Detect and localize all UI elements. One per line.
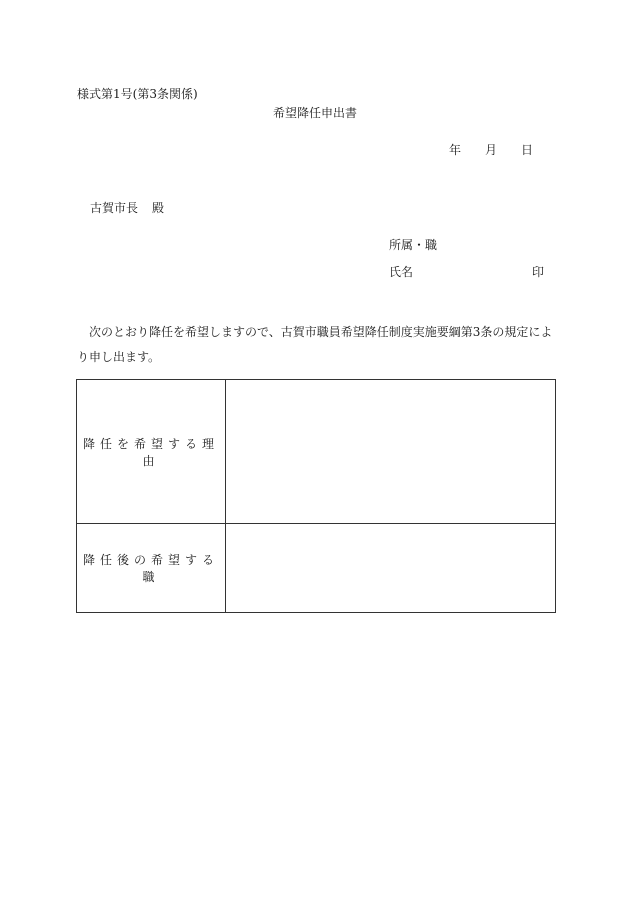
request-form-table xyxy=(76,379,556,613)
date-year-label: 年 xyxy=(449,143,462,157)
affiliation-label: 所属・職 xyxy=(389,238,438,252)
reason-field[interactable] xyxy=(226,380,556,524)
document-title: 希望降任申出書 xyxy=(272,106,357,120)
request-statement: 次のとおり降任を希望しますので、古賀市職員希望降任制度実施要綱第3条の規定により申し出ます。 xyxy=(77,325,553,364)
seal-label: 印 xyxy=(532,265,545,279)
table-row xyxy=(77,380,556,524)
date-row xyxy=(449,141,533,158)
date-month-label: 月 xyxy=(485,143,498,157)
table-row xyxy=(77,524,556,613)
desired-position-field[interactable] xyxy=(226,524,556,613)
addressee-name: 古賀市長 xyxy=(90,201,139,215)
desired-position-label: 降任後の希望する職 xyxy=(77,524,226,613)
reason-label: 降任を希望する理由 xyxy=(77,380,226,524)
addressee-honorific: 殿 xyxy=(152,201,165,215)
form-number: 様式第1号(第3条関係) xyxy=(77,87,198,101)
date-day-label: 日 xyxy=(521,143,534,157)
addressee xyxy=(90,199,164,216)
name-label: 氏名 xyxy=(389,265,414,279)
